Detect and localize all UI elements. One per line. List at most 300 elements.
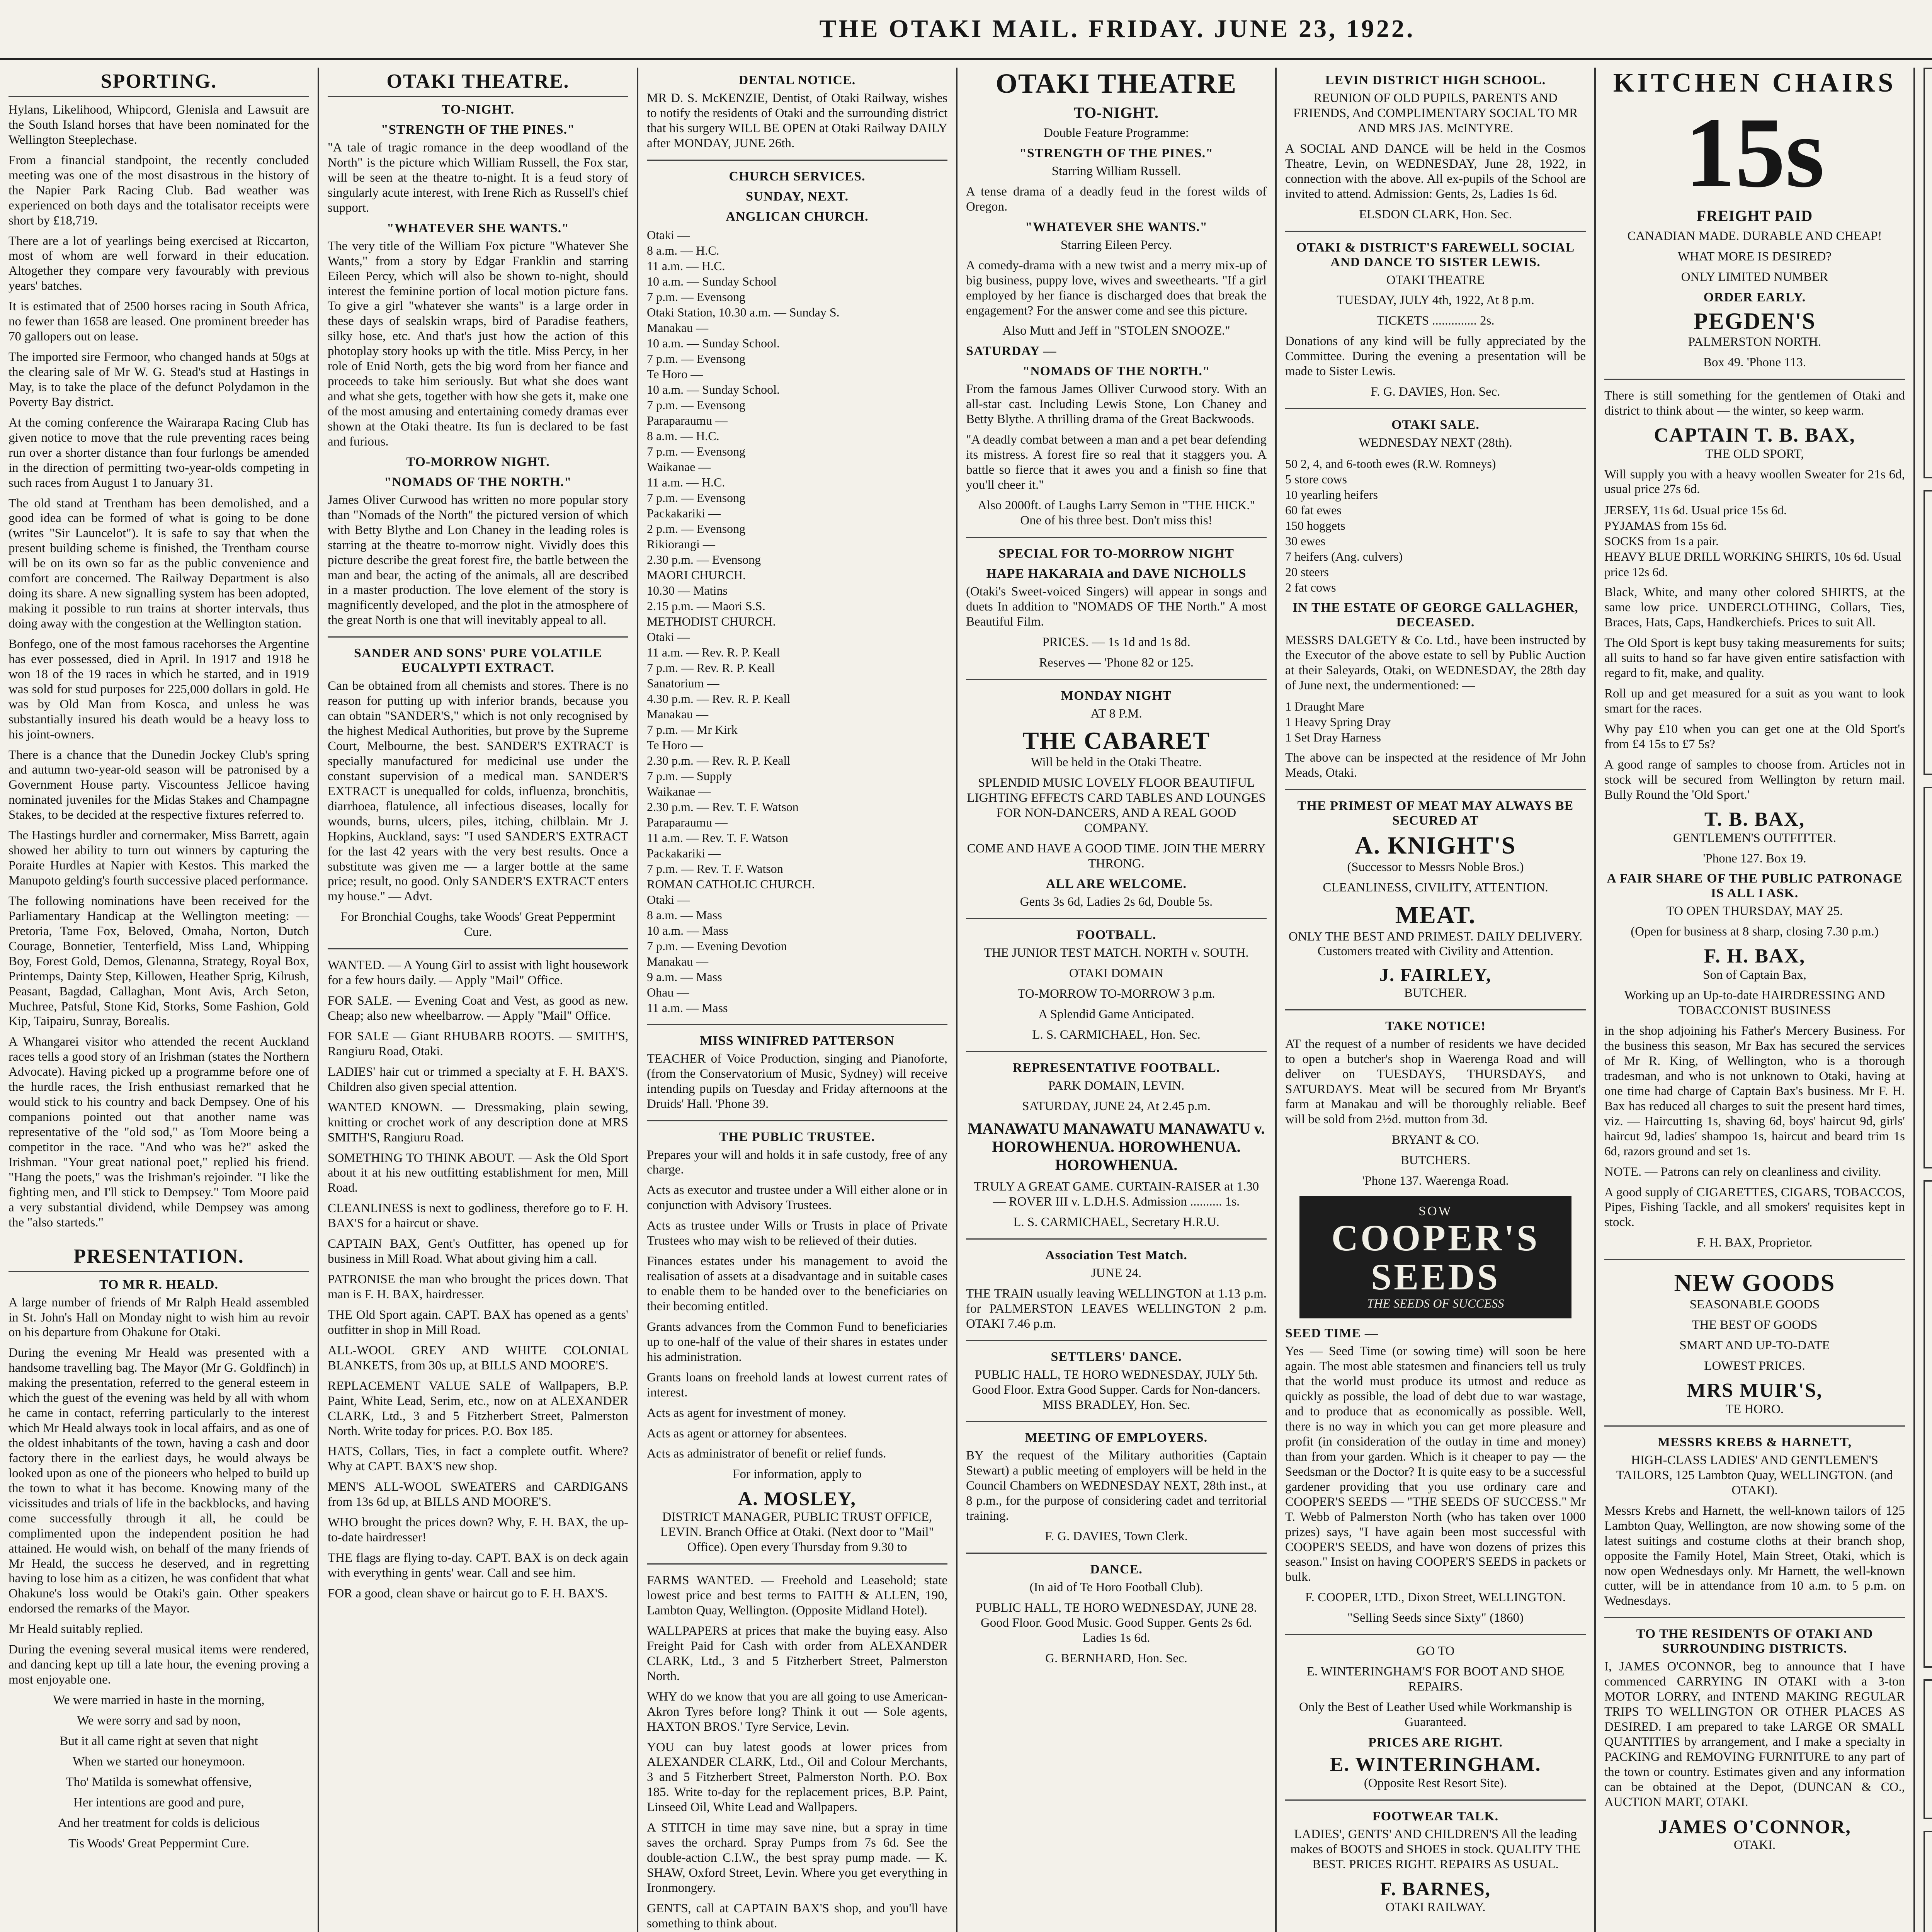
divider [328, 948, 628, 949]
service-line: 4.30 p.m. — Rev. R. P. Keall [647, 691, 791, 706]
divider [1285, 789, 1586, 790]
divider [647, 160, 947, 161]
pines-title: "STRENGTH OF THE PINES." [381, 122, 575, 137]
cabaret-prices: Gents 3s 6d, Ladies 2s 6d, Double 5s. [1020, 895, 1213, 909]
divider [966, 537, 1267, 538]
divider [966, 1051, 1267, 1052]
dance-aid: (In aid of Te Horo Football Club). [1029, 1580, 1203, 1595]
column-theatre-ads [957, 68, 1277, 1932]
service-line: 8 a.m. — H.C. [647, 243, 719, 257]
bax-item: PYJAMAS from 15s 6d. [1604, 519, 1727, 533]
tomorrow-time: TO-MORROW TO-MORROW 3 p.m. [1017, 986, 1215, 1001]
presentation-heading: PRESENTATION. [9, 1245, 309, 1272]
verse-line: We were sorry and sad by noon, [77, 1713, 241, 1728]
oconnor-sub: OTAKI. [1733, 1838, 1776, 1852]
special-text: (Otaki's Sweet-voiced Singers) will appear in songs and duets In addition to "NOMADS OF THE North." A most Beautiful Film. [966, 584, 1267, 629]
bax-text: Will supply you with a heavy woollen Sweater for 21s 6d, usual price 27s 6d. [1604, 467, 1905, 497]
captain-bax: CAPTAIN T. B. BAX, [1654, 424, 1855, 446]
reunion: REUNION OF OLD PUPILS, PARENTS AND FRIENDS, And COMPLIMENTARY SOCIAL TO MR AND MRS JAS. McINTYRE. [1293, 91, 1578, 135]
bryant-phone: 'Phone 137. Waerenga Road. [1362, 1173, 1509, 1188]
knight-sub: (Successor to Messrs Noble Bros.) [1347, 860, 1524, 874]
sale-item: 10 yearling heifers [1285, 488, 1378, 502]
trustee-line: Acts as agent for investment of money. [647, 1406, 846, 1420]
trustee-line: Grants advances from the Common Fund to beneficiaries up to one-half of the value of their shares in estates under his administration. [647, 1320, 947, 1364]
trustee-line: Acts as administrator of benefit or relief funds. [647, 1447, 886, 1461]
service-line: 7 p.m. — Evening Devotion [647, 939, 787, 953]
service-line: 9 a.m. — Mass [647, 969, 722, 984]
service-line: METHODIST CHURCH. [647, 614, 776, 628]
levin-heading: LEVIN DISTRICT HIGH SCHOOL. [1325, 73, 1546, 87]
sale-item: 5 store cows [1285, 472, 1347, 486]
bax-text4: Roll up and get measured for a suit as you want to look smart for the races. [1604, 687, 1905, 716]
starring-percy: Starring Eileen Percy. [1060, 238, 1172, 252]
saturday-heading: SATURDAY — [966, 344, 1057, 359]
service-line: Te Horo — [647, 367, 703, 381]
small-ad: LADIES' hair cut or trimmed a specialty at F. H. BAX'S. Children also given special attention. [328, 1065, 628, 1094]
verse-line: Her intentions are good and pure, [73, 1795, 244, 1810]
estate-item: 1 Set Dray Harness [1285, 730, 1381, 744]
nomads-text: James Oliver Curwood has written no more popular story than "Nomads of the North" the pictured version of which with Betty Blythe and Lon Chaney in the leading roles is starring at the theatre to-morrow night. Vividly does this picture describe the great forest fire, the battle between the man and bear, the acting of the animals, all are described in a master production. The love element of the story is magnificently developed, and the plot in the atmosphere of the great North is one that will inevitably appeal to all. [328, 493, 629, 628]
small-ad: REPLACEMENT VALUE SALE of Wallpapers, B.P. Paint, White Lead, Serim, etc., now on at ALEXANDER CLARK, Ltd., 3 and 5 Fitzherbert Street, Palmerston North. Write today for prices. P.O. Box 185. [328, 1379, 628, 1438]
service-line: MAORI CHURCH. [647, 568, 746, 582]
sporting-paragraph: The Hastings hurdler and cornermaker, Miss Barrett, again showed her ability to turn out winners by capturing the Poraite Hurdles at Napier with Kestos. This marked the Manupoto gelding's fourth successive placed performance. [9, 828, 309, 888]
service-line: Otaki — [647, 629, 690, 644]
small-ad: HATS, Collars, Ties, in fact a complete outfit. Where? Why at CAPT. BAX'S new shop. [328, 1444, 628, 1474]
estate-heading: IN THE ESTATE OF GEORGE GALLAGHER, DECEASED. [1293, 600, 1578, 629]
cabaret-list: SPLENDID MUSIC LOVELY FLOOR BEAUTIFUL LIGHTING EFFECTS CARD TABLES AND LOUNGES FOR NON-DANCERS, AND A REAL GOOD COMPANY. [967, 776, 1266, 835]
bax-text3: The Old Sport is kept busy taking measurements for suits; all suits to hand so far have given entire satisfaction with regard to fit, make, and quality. [1604, 636, 1905, 680]
davies: F. G. DAVIES, Hon. Sec. [1371, 385, 1500, 399]
whatever-title: "WHATEVER SHE WANTS." [386, 221, 570, 235]
divider [1604, 1425, 1905, 1427]
service-line: 10 a.m. — Sunday School [647, 274, 777, 288]
knight-name: A. KNIGHT'S [1355, 831, 1516, 859]
divider [647, 1120, 947, 1121]
rep-date: SATURDAY, JUNE 24, At 2.45 p.m. [1022, 1099, 1211, 1113]
pines-text: "A tale of tragic romance in the deep woodland of the North" is the picture which William Russell, the Fox star, will be seen at the theatre to-night. It is a feud story of singularly acute interest, with Irene Rich as Russell's chief support. [328, 141, 628, 215]
railway-ad [1923, 1831, 1932, 1932]
sporting-paragraph: At the coming conference the Wairarapa Racing Club has given notice to move that the rule preventing races being run over a shorter distance than four furlongs be amended in the direction of permitting two-year-olds competing in such races from August 1 to January 31. [9, 415, 309, 490]
sale-item: 2 fat cows [1285, 580, 1336, 594]
nomads-title: "NOMADS OF THE NORTH." [384, 474, 572, 489]
association-heading: Association Test Match. [1045, 1248, 1187, 1262]
service-line: 2.30 p.m. — Evensong [647, 552, 761, 566]
nomads-quote: "A deadly combat between a man and a pet bear defending its mistress. A forest fire so real that it staggers you. A battle so fierce that it awes you and a finish so fine that you'll cheer it." [966, 433, 1267, 492]
small-ad: ALL-WOOL GREY AND WHITE COLONIAL BLANKETS, from 30s up, at BILLS AND MOORE'S. [328, 1343, 628, 1372]
services-list [647, 227, 947, 1015]
service-line: Te Horo — [647, 738, 703, 752]
larry-semon: Also 2000ft. of Laughs Larry Semon in "THE HICK." One of his three best. Don't miss this! [977, 498, 1255, 527]
sale-item: 30 ewes [1285, 534, 1325, 548]
sporting-paragraph: Hylans, Likelihood, Whipcord, Glenisla and Lawsuit are the South Island horses that have been nominated for the Wellington Steeplechase. [9, 103, 309, 147]
small-ad: WANTED KNOWN. — Dressmaking, plain sewing, knitting or crochet work of any description done at MRS SMITH'S, Rangiuru Road. [328, 1100, 628, 1145]
krebs-sub: HIGH-CLASS LADIES' AND GENTLEMEN'S TAILORS, 125 Lambton Quay, WELLINGTON. (and OTAKI). [1616, 1453, 1893, 1497]
bronchial-note: For Bronchial Coughs, take Woods' Great Peppermint Cure. [340, 910, 616, 939]
barnes-name: F. BARNES, [1380, 1878, 1491, 1900]
dental-text: MR D. S. McKENZIE, Dentist, of Otaki Railway, wishes to notify the residents of Otaki and the surrounding district that his surgery WILL BE OPEN at Otaki Railway DAILY after MONDAY, JUNE 26th. [647, 91, 947, 150]
verse [9, 1693, 309, 1851]
service-line: Ohau — [647, 985, 689, 999]
verse-line: When we started our honeymoon. [72, 1754, 245, 1769]
pegden-name: PEGDEN'S [1693, 308, 1816, 334]
service-line: 11 a.m. — H.C. [647, 475, 725, 489]
service-line: 10.30 — Matins [647, 583, 728, 597]
small-ad: YOU can buy latest goods at lower prices from ALEXANDER CLARK, Ltd., Oil and Colour Merchants, 3 and 5 Fitzherbert Street, Palmerston North. P.O. Box 185. Write to-day for the replacement prices, B.P. Paint, Linseed Oil, White Lead and Wallpapers. [647, 1740, 947, 1815]
small-ad: CLEANLINESS is next to godliness, therefore go to F. H. BAX'S for a haircut or shave. [328, 1201, 628, 1231]
bax-list [1604, 502, 1905, 580]
old-sport: THE OLD SPORT, [1705, 447, 1804, 461]
junior-match: THE JUNIOR TEST MATCH. NORTH v. SOUTH. [984, 946, 1249, 960]
service-line: Manakau — [647, 707, 709, 721]
service-line: 11 a.m. — Mass [647, 1000, 728, 1015]
employers-sign: F. G. DAVIES, Town Clerk. [1045, 1529, 1188, 1544]
best-goods: THE BEST OF GOODS [1692, 1318, 1818, 1332]
small-ad: CAPTAIN BAX, Gent's Outfitter, has opened up for business in Mill Road. What about giving him a call. [328, 1237, 628, 1266]
service-line: 8 a.m. — Mass [647, 908, 722, 922]
small-ad: MEN'S ALL-WOOL SWEATERS and CARDIGANS from 13s 6d up, at BILLS AND MOORE'S. [328, 1480, 628, 1509]
small-ad: FOR SALE. — Evening Coat and Vest, as good as new. Cheap; also new wheelbarrow. — Apply "Mail" Office. [328, 994, 628, 1023]
estate-item: 1 Heavy Spring Dray [1285, 714, 1391, 729]
service-line: 2.30 p.m. — Rev. R. P. Keall [647, 753, 791, 767]
sander-text: Can be obtained from all chemists and stores. There is no reason for putting up with inferior brands, because you can obtain "SANDER'S," which is not only recognised by the highest Medical Authorities, but prove by the Supreme Court, Melbourne, the best. SANDER'S EXTRACT is specially manufactured for medicinal use under the constant supervision of a medical man. SANDER'S EXTRACT is unequalled for colds, influenza, bronchitis, diarrhoea, flatulence, all infectious diseases, locally for wounds, burns, ulcers, piles, itching, chilblain. Mr J. Hopkins, Auckland, says: "I used SANDER'S EXTRACT for the last 42 years with the very best results. Once a substitute was given me — a larger bottle at the same price; result, no good. Only SANDER'S EXTRACT enters my house." — Advt. [328, 679, 628, 904]
come-join: COME AND HAVE A GOOD TIME. JOIN THE MERRY THRONG. [967, 842, 1266, 871]
presentation-section [9, 1245, 309, 1851]
bax-text5: Why pay £10 when you can get one at the Old Sport's from £4 15s to £7 5s? [1604, 722, 1905, 751]
monday-time: AT 8 P.M. [1090, 706, 1142, 721]
what-more: WHAT MORE IS DESIRED? [1677, 249, 1832, 264]
sievers-ad [1923, 68, 1932, 478]
column-notices [638, 68, 957, 1932]
divider [1285, 1009, 1586, 1010]
divider [1285, 231, 1586, 232]
gentlemen-text: There is still something for the gentlemen of Otaki and district to think about — the winter, so keep warm. [1604, 388, 1905, 418]
patterson-heading: MISS WINIFRED PATTERSON [700, 1033, 895, 1048]
small-ad: THE flags are flying to-day. CAPT. BAX is on deck again with everything in gents' wear. Call and see him. [328, 1551, 628, 1580]
outfitter: GENTLEMEN'S OUTFITTER. [1673, 831, 1837, 845]
fh-sub: Son of Captain Bax, [1703, 968, 1806, 982]
whatever-text: The very title of the William Fox picture "Whatever She Wants," from a story by Edgar Franklin and starring Eileen Percy, which will also be shown to-night, should interest the feminine portion of local motion picture fans. To give a girl "whatever she wants" is a large order in these days of sealskin wraps, bird of Paradise feathers, silky hose, etc. And that's just how the action of this photoplay story hooks up with the title. Miss Percy, in her role of Enid North, gets the big word from her fiance and proceeds to take him seriously. But what she does want and what she gets, together with how she gets it, make one of the most amusing and entertaining comedy dramas ever shown at the Otaki theatre. Its fun is declared to be fast and furious. [328, 239, 628, 449]
service-line: 11 a.m. — Rev. R. P. Keall [647, 645, 780, 659]
theatre-ad-heading: OTAKI THEATRE [995, 68, 1237, 99]
chair-price: 15s [1685, 97, 1825, 208]
employers-text: BY the request of the Military authorities (Captain Stewart) a public meeting of employers will be held in the Council Chambers on WEDNESDAY NEXT, 28th inst., at 8 p.m., for the purpose of considering cadet and territorial training. [966, 1449, 1267, 1523]
church-heading: CHURCH SERVICES. [729, 169, 866, 184]
new-goods: NEW GOODS [1674, 1269, 1835, 1297]
kitchen-chairs: KITCHEN CHAIRS [1613, 68, 1896, 98]
sporting-heading: SPORTING. [9, 70, 309, 97]
fh-text: in the shop adjoining his Father's Mercery Business. For the business this season, Mr Bax has secured the services of Mr R. King, of Wellington, who is a thorough tradesman, and who is not unknown to Otaki, having at one time had charge of Captain Bax's business. Mr F. H. Bax has reduced all charges to suit the present hard times, viz. — Haircutting 1s, shaving 6d, boys' haircut 9d, girls' haircut 9d, ladies' shampoo 1s, haircut and beard trim 1s 6d, razors ground and set 1s. [1604, 1024, 1905, 1158]
farewell-venue: OTAKI THEATRE [1386, 273, 1485, 287]
masthead: THE OTAKI MAIL. FRIDAY. JUNE 23, 1922. [0, 0, 1932, 60]
fh-bax: F. H. BAX, [1704, 945, 1806, 968]
truelight-ad [1923, 1679, 1932, 1819]
reunion-text: A SOCIAL AND DANCE will be held in the Cosmos Theatre, Levin, on WEDNESDAY, June 28, 1922, in connection with the above. All ex-pupils of the School are invited to attend. Admission: Gents, 2s, Ladies 1s 6d. [1285, 141, 1586, 201]
small-ad: GENTS, call at CAPTAIN BAX'S shop, and you'll have something to think about. [647, 1901, 947, 1930]
fh-note: NOTE. — Patrons can rely on cleanliness and civility. [1604, 1165, 1881, 1179]
cabaret-text: Will be held in the Otaki Theatre. [1031, 755, 1202, 770]
service-line: Otaki — [647, 892, 690, 906]
divider [966, 679, 1267, 680]
bax-text6: A good range of samples to choose from. Articles not in stock will be secured from Wellington by return mail. Bully Round the 'Old Sport.' [1604, 757, 1905, 802]
tomorrow-heading: TO-MORROW NIGHT. [406, 454, 550, 469]
service-line: Manakau — [647, 320, 709, 335]
divider [966, 1421, 1267, 1422]
krebs-heading: MESSRS KREBS & HARNETT, [1657, 1435, 1852, 1449]
pines-title: "STRENGTH OF THE PINES." [1019, 146, 1213, 160]
divider [1604, 1259, 1905, 1260]
fairley-butcher: BUTCHER. [1404, 986, 1467, 1000]
patterson-text: TEACHER of Voice Production, singing and Pianoforte, (from the Conservatorium of Music, Sydney) will receive intending pupils on Tuesday and Friday afternoons at the Druids' Hall. 'Phone 39. [647, 1051, 947, 1111]
presentation-paragraph: During the evening several musical items were rendered, and dancing kept up till a late hour, the evening proving a most enjoyable one. [9, 1643, 309, 1687]
reserves: Reserves — 'Phone 82 or 125. [1039, 655, 1194, 670]
seeds-sow: SOW [1418, 1204, 1452, 1218]
church-subheading: SUNDAY, NEXT. [746, 189, 849, 204]
service-line: 2.30 p.m. — Rev. T. F. Watson [647, 799, 799, 814]
divider [647, 1024, 947, 1025]
estate-item: 1 Draught Mare [1285, 699, 1364, 713]
prices-right: PRICES ARE RIGHT. [1368, 1735, 1503, 1750]
association-date: JUNE 24. [1091, 1266, 1142, 1280]
divider [1604, 379, 1905, 380]
divider [966, 1340, 1267, 1341]
muir-name: MRS MUIR'S, [1687, 1379, 1823, 1401]
residents-heading: TO THE RESIDENTS OF OTAKI AND SURROUNDING DISTRICTS. [1636, 1627, 1873, 1656]
knight-heading: THE PRIMEST OF MEAT MAY ALWAYS BE SECURED AT [1297, 798, 1574, 828]
trustee-line: Acts as trustee under Wills or Trusts in place of Private Trustees who may wish to be relieved of their duties. [647, 1219, 947, 1248]
donations: Donations of any kind will be fully appreciated by the Committee. During the evening a presentation will be made to Sister Lewis. [1285, 334, 1586, 379]
verse-line: But it all came right at seven that night [60, 1734, 258, 1748]
service-line: Waikanae — [647, 459, 711, 474]
service-line: Waikanae — [647, 784, 711, 798]
special-heading: SPECIAL FOR TO-MORROW NIGHT [998, 546, 1234, 561]
presentation-paragraph: During the evening Mr Heald was presented with a handsome travelling bag. The Mayor (Mr G. Goldfinch) in making the presentation, referred to the general esteem in which the guest of the evening was held by all with whom he came in contact, referring particularly to the interest which Mr Heald always took in local affairs, and as one of the oldest inhabitants of the town, having a cash and door factory there in the earliest days, he would always be looked upon as one of the pioneers who helped to build up the town to what it has become. Knowing many of the vicissitudes and trials of life in the backblocks, and having come successfully through it all, he could be complimented upon the independent position he had attained. He would wish, on behalf of the many friends of Mr Heald, the success he deserved, and in regretting having to lose him as a citizen, he was confident that what Ohakune's loss would be Otaki's gain. Other speakers endorsed the remarks of the Mayor. [9, 1346, 309, 1616]
divider [1285, 1634, 1586, 1635]
presentation-subheading: TO MR R. HEALD. [99, 1277, 219, 1292]
sporting-paragraph: Bonfego, one of the most famous racehorses the Argentine has ever possessed, died in April. In 1917 and 1918 he won 18 of the 19 races in which he started, and in 1919 was sold for stud purposes for 225,000 dollars in gold. He was by Old Man from Kosca, and unless he was substantially insured his death would be a heavy loss to his joint-owners. [9, 637, 309, 742]
dance-heading: DANCE. [1090, 1562, 1143, 1577]
meat-heading: MEAT. [1395, 901, 1476, 929]
divider [1285, 1799, 1586, 1801]
farewell-heading: OTAKI & DISTRICT'S FAREWELL SOCIAL AND DANCE TO SISTER LEWIS. [1296, 240, 1575, 269]
dental-heading: DENTAL NOTICE. [738, 73, 856, 87]
wint-sub: (Opposite Rest Resort Site). [1364, 1776, 1507, 1790]
association-text: THE TRAIN usually leaving WELLINGTON at 1.13 p.m. for PALMERSTON LEAVES WELLINGTON 2 p.m. OTAKI 7.46 p.m. [966, 1286, 1267, 1331]
divider [647, 1563, 947, 1565]
footwear-heading: FOOTWEAR TALK. [1372, 1809, 1499, 1823]
limited-number: ONLY LIMITED NUMBER [1681, 270, 1828, 284]
bryant-name: BRYANT & CO. [1392, 1133, 1479, 1147]
wint-name: E. WINTERINGHAM. [1330, 1753, 1541, 1776]
sporting-paragraph: The old stand at Trentham has been demolished, and a good idea can be formed of what is going to be done (writes "Sir Launcelot"). It is safe to say that when the present building scheme is finished, the Trentham course will be on its own so far as the public convenience and comfort are concerned. The Railway Department is also doing its share. A new signalling system has been adopted, making it possible to run trains at shorter intervals, thus doing away with the congestion at the Wellington station. [9, 496, 309, 631]
elsdon-clark: ELSDON CLARK, Hon. Sec. [1359, 207, 1512, 221]
open-thursday: TO OPEN THURSDAY, MAY 25. [1666, 904, 1843, 918]
verse-line: Tho' Matilda is somewhat offensive, [66, 1775, 252, 1789]
service-line: 7 p.m. — Evensong [647, 351, 746, 366]
divider [966, 1238, 1267, 1240]
order-early: ORDER EARLY. [1703, 290, 1806, 304]
estate-text: MESSRS DALGETY & Co. Ltd., have been instructed by the Executor of the above estate to sell by Public Auction at their Saleyards, Otaki, on WEDNESDAY, the 28th day of June next, the undermentioned: — [1285, 633, 1586, 692]
column-sporting [0, 68, 319, 1932]
wint-text: Only the Best of Leather Used while Workmanship is Guaranteed. [1299, 1700, 1572, 1729]
mutt-jeff: Also Mutt and Jeff in "STOLEN SNOOZE." [1002, 324, 1230, 338]
sale-date: WEDNESDAY NEXT (28th). [1359, 436, 1512, 450]
great-game: TRULY A GREAT GAME. CURTAIN-RAISER at 1.30 — ROVER III v. L.D.H.S. Admission .......... 1s. [973, 1180, 1259, 1209]
bax-text2: Black, White, and many other colored SHIRTS, at the same low price. UNDERCLOTHING, Collars, Ties, Braces, Hats, Caps, Handkerchiefs. Prices to suit All. [1604, 585, 1905, 630]
service-line: 2.15 p.m. — Maori S.S. [647, 599, 765, 613]
service-line: 7 p.m. — Mr Kirk [647, 722, 738, 736]
sale-item: 150 hoggets [1285, 519, 1345, 532]
outfitter-phone: 'Phone 127. Box 19. [1703, 851, 1806, 866]
goto: GO TO [1416, 1644, 1455, 1658]
football-heading: FOOTBALL. [1076, 927, 1156, 942]
farewell-date: TUESDAY, JULY 4th, 1922, At 8 p.m. [1337, 293, 1534, 308]
carmichael: L. S. CARMICHAEL, Hon. Sec. [1032, 1027, 1201, 1042]
fair-share: A FAIR SHARE OF THE PUBLIC PATRONAGE IS ALL I ASK. [1607, 871, 1903, 901]
service-line: 8 a.m. — H.C. [647, 429, 719, 443]
sale-list [1285, 456, 1586, 595]
mosley-text: DISTRICT MANAGER, PUBLIC TRUST OFFICE, LEVIN. Branch Office at Otaki. (Next door to "Mail" Office). Open every Thursday from 9.30 to [660, 1510, 934, 1554]
service-line: 7 p.m. — Rev. T. F. Watson [647, 861, 783, 876]
cabaret-title: THE CABARET [1022, 727, 1211, 755]
trustee-line: Acts as executor and trustee under a Will either alone or in conjunction with Advisory Trustees. [647, 1183, 947, 1213]
fairley-name: J. FAIRLEY, [1379, 965, 1492, 986]
pegden-box: Box 49. 'Phone 113. [1703, 355, 1806, 369]
park-domain: PARK DOMAIN, LEVIN. [1048, 1078, 1185, 1093]
teams: MANAWATU MANAWATU MANAWATU v. HOROWHENUA. HOROWHENUA. HOROWHENUA. [968, 1119, 1265, 1173]
anglican-heading: ANGLICAN CHURCH. [726, 209, 869, 224]
seeds-tag: THE SEEDS OF SUCCESS [1367, 1296, 1504, 1311]
wint-small: E. WINTERINGHAM'S FOR BOOT AND SHOE REPAIRS. [1306, 1665, 1565, 1694]
sale-item: 60 fat ewes [1285, 503, 1342, 517]
service-line: Otaki — [647, 228, 690, 242]
open-hours: (Open for business at 8 sharp, closing 7.30 p.m.) [1631, 925, 1879, 939]
small-ad: FOR SALE — Giant RHUBARB ROOTS. — SMITH'S, Rangiuru Road, Otaki. [328, 1029, 628, 1058]
smart: SMART AND UP-TO-DATE [1679, 1338, 1830, 1353]
double-feature: Double Feature Programme: [1044, 126, 1189, 140]
small-ad: THE Old Sport again. CAPT. BAX has opened as a gents' outfitter in shop in Mill Road. [328, 1308, 628, 1337]
dance-sign: G. BERNHARD, Hon. Sec. [1045, 1651, 1187, 1665]
nomads-blurb: From the famous James Olliver Curwood story. With an all-star cast. Including Lewis Stone, Lon Chaney and Betty Blythe. A thrilling drama of the Great Backwoods. [966, 382, 1267, 427]
service-line: ROMAN CATHOLIC CHURCH. [647, 877, 815, 891]
monday-heading: MONDAY NIGHT [1061, 688, 1172, 703]
presentation-paragraph: A large number of friends of Mr Ralph Heald assembled in St. John's Hall on Monday night to wish him au revoir on his departure from Ohakune for Otaki. [9, 1295, 309, 1340]
sale-item: 7 heifers (Ang. culvers) [1285, 549, 1403, 563]
presentation-paragraph: Mr Heald suitably replied. [9, 1622, 143, 1636]
coopers-seeds-banner [1299, 1196, 1572, 1319]
sporting-paragraph: It is estimated that of 2500 horses racing in South Africa, no fewer than 1658 are leased. One prominent breeder has 70 gallopers out on lease. [9, 299, 309, 344]
settlers-heading: SETTLERS' DANCE. [1051, 1349, 1182, 1364]
divider [966, 1553, 1267, 1554]
seeds-name: COOPER'S SEEDS [1331, 1217, 1540, 1298]
column-local-events [1277, 68, 1596, 1932]
meat-text: ONLY THE BEST AND PRIMEST. DAILY DELIVERY. Customers treated with Civility and Attention. [1288, 929, 1583, 959]
service-line: 10 a.m. — Mass [647, 923, 728, 937]
bryant-butchers: BUTCHERS. [1400, 1153, 1471, 1167]
verse-line: We were married in haste in the morning, [53, 1693, 265, 1707]
seasonable: SEASONABLE GOODS [1689, 1298, 1820, 1312]
tonight-heading: TO-NIGHT. [441, 102, 515, 117]
sporting-section [9, 70, 309, 1230]
small-ad: WHO brought the prices down? Why, F. H. BAX, the up-to-date hairdresser! [328, 1515, 628, 1545]
small-ad: FARMS WANTED. — Freehold and Leasehold; state lowest price and best terms to FAITH & ALLEN, 190, Lambton Quay, Wellington. (Opposite Midland Hotel). [647, 1573, 947, 1617]
mosley-name: A. MOSLEY, [738, 1488, 856, 1510]
canadian-made: CANADIAN MADE. DURABLE AND CHEAP! [1627, 229, 1882, 243]
sporting-paragraph: The following nominations have been received for the Parliamentary Handicap at the Wellington meeting: — Pretoria, Tame Fox, Beloved, Omaha, Norton, Dutch Courage, Bonnetier, Tenterfield, Miss Land, Whipping Boy, Forest Gold, Demos, Glenanna, Strategy, Royal Box, Printemps, Dainty Step, Killowen, Heather Sprig, Kilrush, Peasant, Bagdad, Callaghan, Mont Avis, Arch Seton, Muchree, Patsful, Stone Kid, Storks, Some Fashion, Gold Kip, Taipairu, Sunray, Borealis. [9, 894, 309, 1029]
service-line: Packakariki — [647, 506, 721, 520]
small-ad: WHY do we know that you are all going to use American-Akron Tyres before long? Think it out — Sole agents, HAXTON BROS.' Tyre Service, Levin. [647, 1689, 947, 1734]
cooper-since: "Selling Seeds since Sixty" (1860) [1347, 1611, 1524, 1625]
knight-text: CLEANLINESS, CIVILITY, ATTENTION. [1323, 880, 1548, 895]
seed-time-heading: SEED TIME — [1285, 1326, 1378, 1341]
trustee-line: Finances estates under his management to avoid the realisation of assets at a disadvantage and in suitable cases to enable them to be handed over to the beneficiaries on their becoming entitled. [647, 1254, 947, 1313]
service-line: 7 p.m. — Rev. R. P. Keall [647, 660, 775, 675]
small-ad: A STITCH in time may save nine, but a spray in time saves the orchard. Spray Pumps from 7s 6d. See the double-action C.I.W., the best spray pump made. — K. SHAW, Oxford Street, Levin. Where you get everything in Ironmongery. [647, 1821, 947, 1895]
freight-paid: FREIGHT PAID [1696, 207, 1813, 224]
column-otaki-theatre [319, 68, 638, 1932]
small-ad: WALLPAPERS at prices that make the buying easy. Also Freight Paid for Cash with order from ALEXANDER CLARK, Ltd., 3 and 5 Fitzherbert Street, Palmerston North. [647, 1624, 947, 1683]
sale-heading: OTAKI SALE. [1391, 418, 1480, 432]
rep-secretary: L. S. CARMICHAEL, Secretary H.R.U. [1013, 1215, 1219, 1229]
service-line: Paraparaumu — [647, 413, 728, 427]
whatever-title: "WHATEVER SHE WANTS." [1025, 219, 1208, 234]
fh-sub2: Working up an Up-to-date HAIRDRESSING AND TOBACCONIST BUSINESS [1624, 988, 1885, 1018]
service-line: 7 p.m. — Evensong [647, 398, 746, 412]
service-line: Sanatorium — [647, 676, 719, 690]
service-line: Rikiorangi — [647, 537, 715, 551]
domain: OTAKI DOMAIN [1069, 966, 1163, 980]
sale-item: 20 steers [1285, 565, 1329, 579]
tb-bax: T. B. BAX, [1704, 808, 1805, 830]
column-display-ads [1915, 68, 1932, 1932]
service-line: Packakariki — [647, 846, 721, 860]
fh-prop: F. H. BAX, Proprietor. [1697, 1236, 1813, 1250]
sporting-paragraph: There are a lot of yearlings being exercised at Riccarton, most of whom are well forward in their education. Altogether they compare very favourably with previous years' batches. [9, 234, 309, 293]
bax-item: HEAVY BLUE DRILL WORKING SHIRTS, 10s 6d. Usual price 12s 6d. [1604, 549, 1901, 579]
sale-item: 50 2, 4, and 6-tooth ewes (R.W. Romneys) [1285, 457, 1496, 471]
trustee-heading: THE PUBLIC TRUSTEE. [719, 1129, 875, 1144]
employers-heading: MEETING OF EMPLOYERS. [1025, 1430, 1208, 1445]
divider [1285, 408, 1586, 409]
bax-item: JERSEY, 11s 6d. Usual price 15s 6d. [1604, 503, 1787, 517]
service-line: 7 p.m. — Evensong [647, 289, 746, 304]
footwear-text: LADIES', GENTS' AND CHILDREN'S All the leading makes of BOOTS and SHOES in stock. QUALITY THE BEST. PRICES RIGHT. REPAIRS AS USUAL. [1290, 1827, 1581, 1871]
small-ad: SOMETHING TO THINK ABOUT. — Ask the Old Sport about it at his new outfitting establishment for men, Mill Road. [328, 1151, 628, 1195]
seed-text: Yes — Seed Time (or sowing time) will soon be here again. The most able statesmen and financiers tell us truly that the world must produce its utmost and reduce as quickly as possible, the load of debt due to war wastage, and to produce that as economically as possible. Well, there is no way in which you can get more pleasure and profit (in consideration of the outlay in time and money) than from your garden. Which is it cheaper to pay — the Seedsman or the Doctor? It is quite easy to be a successful gardener providing that you use ordinary care and COOPER'S SEEDS — "THE SEEDS OF SUCCESS." Mr T. Webb of Palmerston North (who has taken over 1000 prizes) says, "I have again been most successful with COOPER'S SEEDS, and have won dozens of prizes this season." Insist on having COOPER'S SEEDS in packets or bulk. [1285, 1344, 1586, 1584]
small-ad: FOR a good, clean shave or haircut go to F. H. BAX'S. [328, 1586, 608, 1600]
divider [1604, 1617, 1905, 1618]
fh-supply: A good supply of CIGARETTES, CIGARS, TOBACCOS, Pipes, Fishing Tackle, and all smokers' requisites kept in stock. [1604, 1185, 1905, 1230]
prices: PRICES. — 1s 1d and 1s 8d. [1042, 635, 1190, 649]
service-line: 7 p.m. — Evensong [647, 444, 746, 458]
trustee-line: Acts as agent or attorney for absentees. [647, 1426, 847, 1440]
dance-text: PUBLIC HALL, TE HORO WEDNESDAY, JUNE 28. Good Floor. Good Music. Good Supper. Gents 2s 6d. Ladies 1s 6d. [976, 1601, 1257, 1645]
lowest-prices: LOWEST PRICES. [1704, 1359, 1805, 1373]
service-line: Paraparaumu — [647, 815, 728, 829]
splendid-game: A Splendid Game Anticipated. [1038, 1007, 1194, 1021]
starring-russell: Starring William Russell. [1051, 164, 1181, 178]
sander-title: SANDER AND SONS' PURE VOLATILE EUCALYPTI EXTRACT. [354, 646, 602, 675]
service-line: Manakau — [647, 954, 709, 968]
divider [966, 918, 1267, 919]
service-line: 10 a.m. — Sunday School. [647, 382, 780, 396]
service-line: 10 a.m. — Sunday School. [647, 336, 780, 350]
eclipse-ad [1923, 1180, 1932, 1668]
bax-item: SOCKS from 1s a pair. [1604, 534, 1719, 548]
estate-list [1285, 699, 1586, 745]
special-names: HAPE HAKARAIA and DAVE NICHOLLS [986, 566, 1247, 581]
tickets: TICKETS .............. 2s. [1376, 314, 1495, 328]
krebs-text: Messrs Krebs and Harnett, the well-known tailors of 125 Lambton Quay, Wellington, are now showing some of the latest suitings and costume cloths at their branch shop, opposite the Family Hotel, Main Street, Otaki, which is now open Wednesdays only. Mr Harnett, the well-known cutter, will be in attendance from 10 a.m. to 5 p.m. on Wednesdays. [1604, 1503, 1905, 1608]
